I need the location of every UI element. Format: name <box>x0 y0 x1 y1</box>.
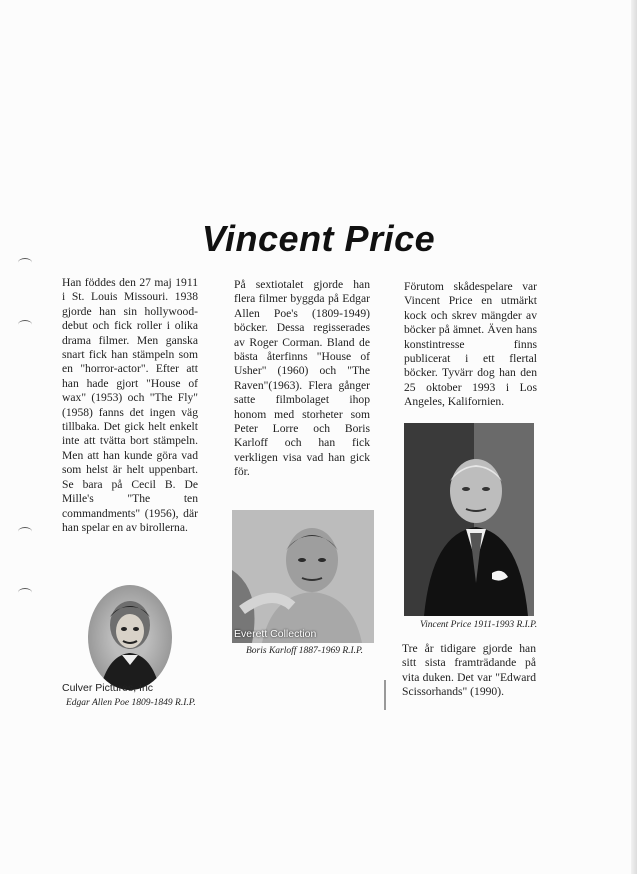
binder-hole-mark <box>18 588 32 597</box>
vincent-price-photo <box>404 423 534 616</box>
vincent-price-photo-caption: Vincent Price 1911-1993 R.I.P. <box>420 620 538 630</box>
page-edge <box>631 0 637 874</box>
karloff-photo-credit: Everett Collection <box>234 628 317 640</box>
article-column-2: På sextiotalet gjorde han flera filmer byggda på Edgar Allen Poe's (1809-1949) böcker. Dessa regisserades av Roger Corman. Bland de bästa återfinns "House of Usher" (1960) och "The Raven"(1963). Flera gånger satte filmbolaget ihop honom med storheter som Peter Lorre och Boris Karloff och han fick verkligen visa vad han gick för. <box>234 278 370 479</box>
binder-hole-mark <box>18 527 32 536</box>
binder-hole-mark <box>18 320 32 329</box>
poe-portrait-illustration <box>88 585 172 690</box>
karloff-portrait-illustration <box>232 510 374 643</box>
poe-portrait-photo <box>88 585 172 690</box>
vincent-price-portrait-illustration <box>404 423 534 616</box>
article-column-4: Tre år tidigare gjorde han sitt sista framträdande på vita duken. Det var "Edward Scissorhands" (1990). <box>402 642 536 699</box>
scan-mark <box>384 680 386 710</box>
karloff-photo-caption: Boris Karloff 1887-1969 R.I.P. <box>246 646 363 656</box>
karloff-photo <box>232 510 374 643</box>
poe-photo-credit: Culver Pictures, Inc <box>62 682 154 694</box>
article-column-3: Förutom skådespelare var Vincent Price en utmärkt kock och skrev mängder av böcker på ämnet. Även hans konstintresse finns publicerat i ett flertal böcker. Tyvärr dog han den 25 oktober 1993 i Los Angeles, Kalifornien. <box>404 280 537 409</box>
article-column-1: Han föddes den 27 maj 1911 i St. Louis Missouri. 1938 gjorde han sin hollywood-debut och fick roller i olika drama filmer. Men ganska snart fick han stämpeln som en "horror-actor". Efter att han hade gjort "House of wax" (1953) och "The Fly" (1958) fanns det ingen väg tillbaka. Det gick helt enkelt inte att tvätta bort stämpeln. Men att han kunde göra vad som helst är helt uppenbart. Se bara på Cecil B. De Mille's "The ten commandments" (1956), där han spelar en av birollerna. <box>62 276 198 534</box>
poe-photo-caption: Edgar Allen Poe 1809-1849 R.I.P. <box>66 698 196 708</box>
page-title: Vincent Price <box>201 218 436 259</box>
